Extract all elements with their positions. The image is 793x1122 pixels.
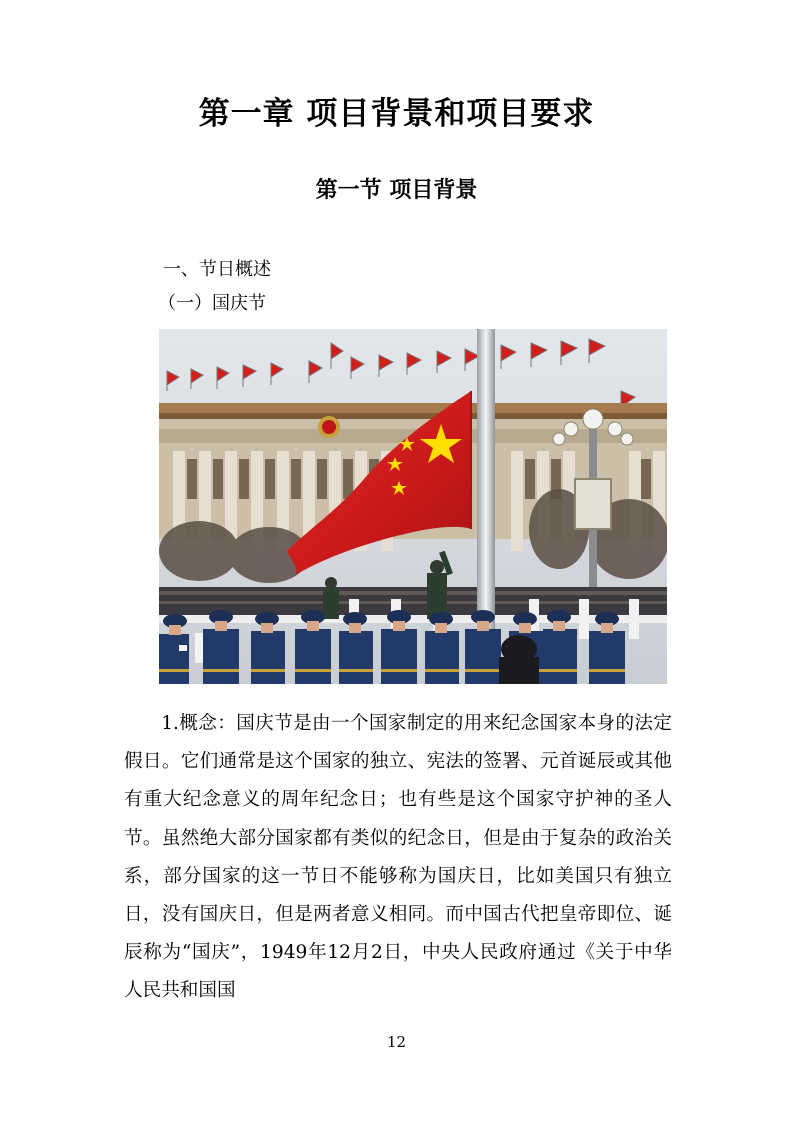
body-paragraph: 1.概念：国庆节是由一个国家制定的用来纪念国家本身的法定假日。它们通常是这个国家的独立、宪法的签署、元首诞辰或其他有重大纪念意义的周年纪念日；也有些是这个国家守护神的圣人节。虽然绝大部分国家都有类似的纪念日，但是由于复杂的政治关系，部分国家的这一节日不能够称为国庆日，比如美国只有独立日，没有国庆日，但是两者意义相同。而中国古代把皇帝即位、诞辰称为“国庆”，1949年12月2日，中央人民政府通过《关于中华人民共和国国 (124, 713, 672, 1002)
section-title: 第一节 项目背景 (315, 178, 478, 203)
page-number: 12 (386, 1033, 407, 1051)
honor-guard-row (159, 610, 625, 684)
heading-level-1: 一、节日概述 (163, 259, 271, 280)
heading-level-2: （一）国庆节 (158, 293, 266, 314)
flag-raising-illustration (159, 329, 667, 684)
flag-raising-photo (159, 329, 667, 684)
flagpole (477, 329, 495, 629)
chapter-title: 第一章 项目背景和项目要求 (198, 96, 595, 132)
